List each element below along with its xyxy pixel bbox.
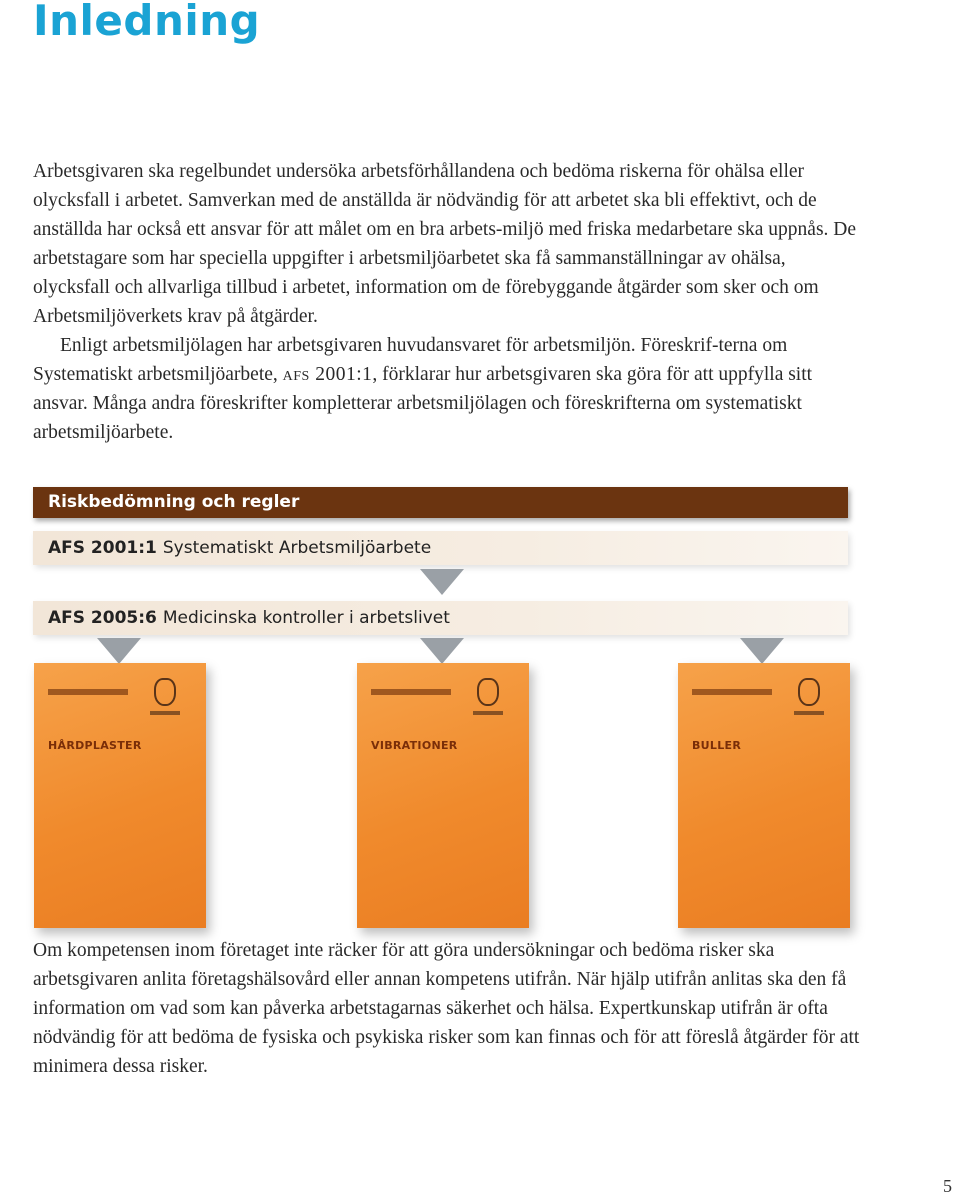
closing-text (33, 936, 863, 1081)
intro-paragraph-2 (33, 331, 863, 447)
arrow-down-icon (740, 638, 784, 664)
intro-paragraph-2-end: , förklarar hur arbetsgivaren ska göra för att uppfylla sitt ansvar. Många andra föreskrifter kompletterar arbetsmiljölagen och föreskrifterna om systematiskt arbetsmiljöarbete. (33, 364, 813, 443)
publisher-mark (371, 689, 451, 695)
page-number: 5 (943, 1176, 952, 1196)
regulation-label: Systematiskt Arbetsmiljöarbete (162, 538, 432, 558)
emblem-label (150, 711, 180, 715)
page-title: Inledning (33, 0, 261, 45)
regulation-label: Medicinska kontroller i arbetslivet (162, 608, 450, 628)
emblem-icon (477, 678, 499, 706)
book-title: HÅRDPLASTER (48, 739, 142, 752)
book-title: VIBRATIONER (371, 739, 458, 752)
diagram-header: Riskbedömning och regler (33, 487, 848, 518)
publisher-mark (48, 689, 128, 695)
intro-paragraph-2-start: Enligt arbetsmiljölagen har arbetsgivaren huvudansvaret för arbetsmiljön. Föreskrif-terna om Systematiskt arbetsmiljöarbete, (33, 335, 788, 385)
emblem-label (473, 711, 503, 715)
publisher-mark (692, 689, 772, 695)
book-title: BULLER (692, 739, 742, 752)
book-cover-vibrationer (357, 663, 529, 928)
regulation-row-afs-2005-6 (33, 601, 848, 635)
arrow-down-icon (420, 569, 464, 595)
regulation-row-afs-2001-1 (33, 531, 848, 565)
emblem-icon (154, 678, 176, 706)
arrow-down-icon (420, 638, 464, 664)
regulation-code: AFS 2001:1 (48, 538, 157, 558)
book-cover-hardplaster (34, 663, 206, 928)
arrow-down-icon (97, 638, 141, 664)
book-cover-buller (678, 663, 850, 928)
intro-text (33, 157, 863, 447)
intro-paragraph-1: Arbetsgivaren ska regelbundet undersöka arbetsförhållandena och bedöma riskerna för ohälsa eller olycksfall i arbetet. Samverkan med de anställda är nödvändig för att arbetet ska bli effektivt, och de anställda har också ett ansvar för att målet om en bra arbets-miljö med friska medarbetare ska uppnås. De arbetstagare som har speciella uppgifter i arbetsmiljöarbetet ska få sammanställningar av ohälsa, olycksfall och allvarliga tillbud i arbetet, information om de förebyggande åtgärder som sker och om Arbetsmiljöverkets krav på åtgärder. (33, 161, 857, 327)
closing-paragraph: Om kompetensen inom företaget inte räcker för att göra undersökningar och bedöma risker ska arbetsgivaren anlita företagshälsovård eller annan kompetens utifrån. När hjälp utifrån anlitas ska den få information om vad som kan påverka arbetstagarnas säkerhet och hälsa. Expertkunskap utifrån är ofta nödvändig för att bedöma de fysiska och psykiska risker som kan finnas och för att föreslå åtgärder för att minimera dessa risker. (33, 940, 860, 1077)
afs-reference: afs 2001:1 (282, 364, 373, 385)
emblem-label (794, 711, 824, 715)
regulation-code: AFS 2005:6 (48, 608, 157, 628)
emblem-icon (798, 678, 820, 706)
